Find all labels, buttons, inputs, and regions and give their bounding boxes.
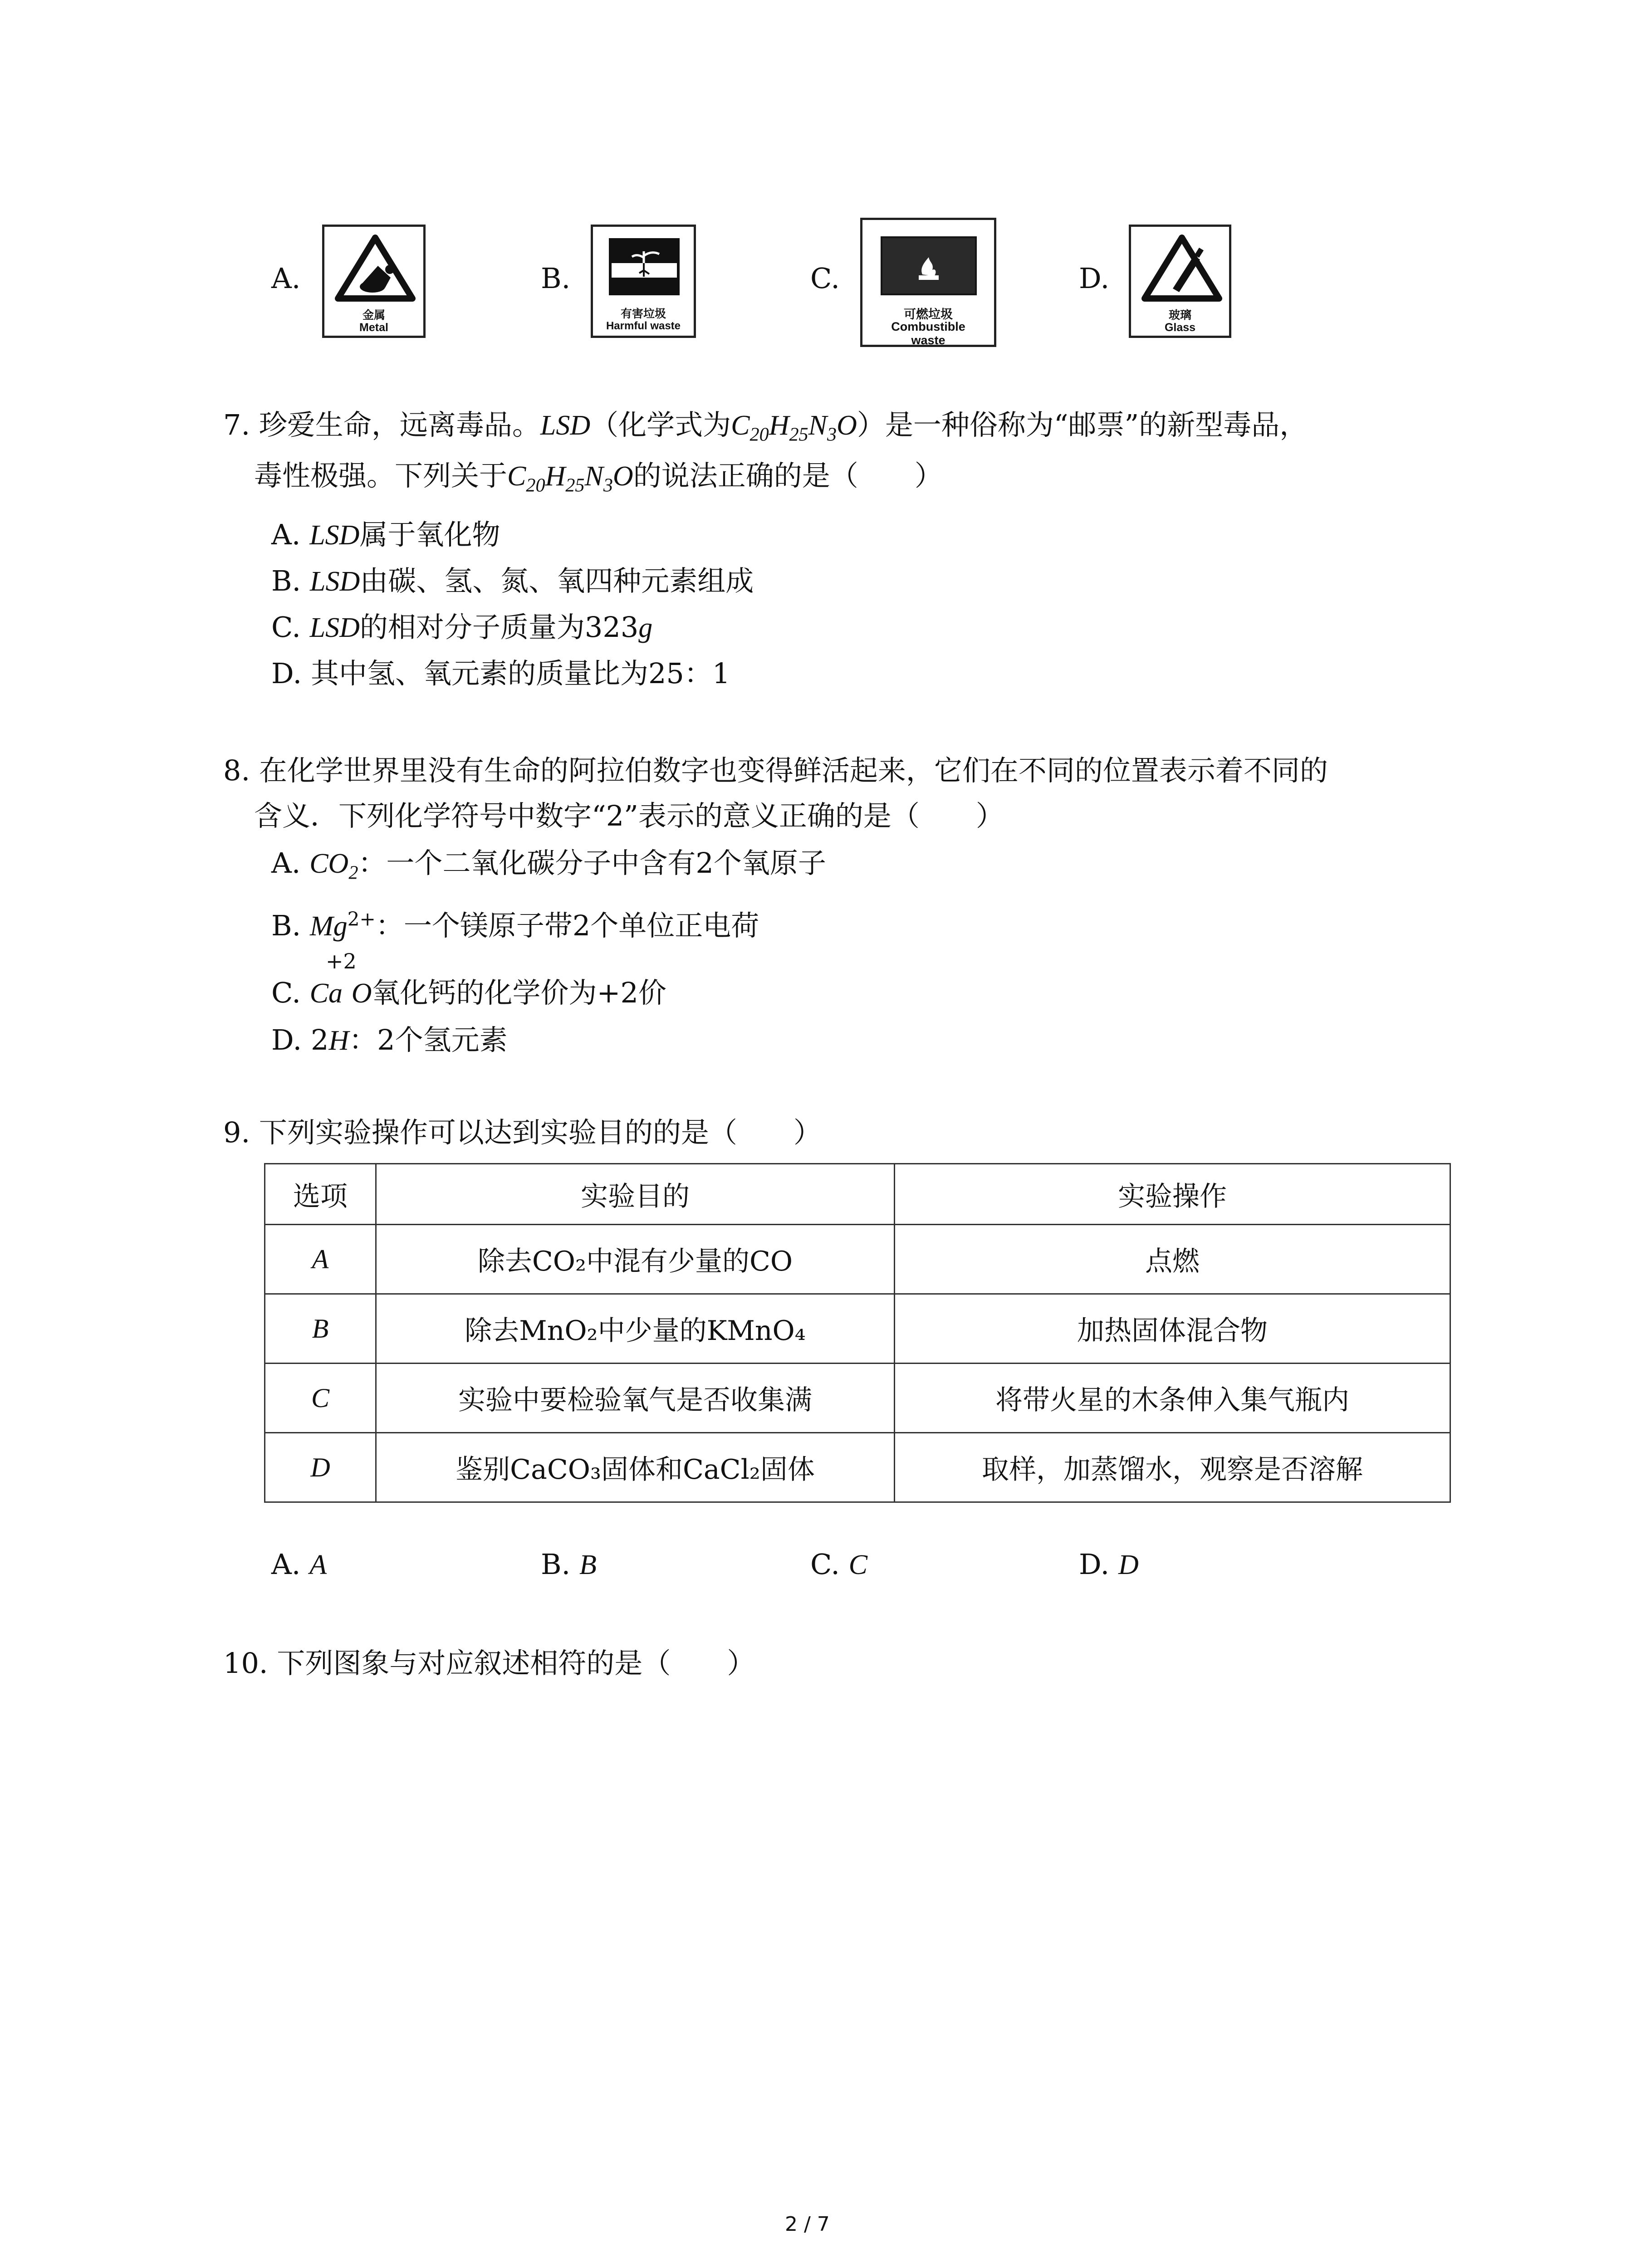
q7-option-d: D. 其中氢、氧元素的质量比为25：1 xyxy=(271,657,730,690)
sign-cn-label: 金属 xyxy=(362,308,385,322)
table-cell-key: B xyxy=(265,1294,376,1364)
table-cell-goal: 鉴别CaCO₃固体和CaCl₂固体 xyxy=(376,1433,895,1502)
q8-option-c: C. Ca O氧化钙的化学价为+2价 xyxy=(271,976,666,1009)
q8-option-c-valence: +2 xyxy=(326,949,357,973)
q9-stem: 9. 下列实验操作可以达到实验目的的是（ ） xyxy=(223,1116,822,1149)
sign-en-label: Glass xyxy=(1164,321,1196,334)
table-cell-goal: 实验中要检验氧气是否收集满 xyxy=(376,1364,895,1433)
table-cell-op: 点燃 xyxy=(895,1225,1450,1294)
q9-option-a: A. A xyxy=(271,1548,327,1581)
q7-option-c: C. LSD的相对分子质量为323g xyxy=(271,611,653,644)
page-number: 2 / 7 xyxy=(785,2213,830,2236)
table-cell-op: 加热固体混合物 xyxy=(895,1294,1450,1364)
sign-cn-label: 有害垃圾 xyxy=(620,307,666,320)
sign-cn-label: 玻璃 xyxy=(1168,308,1191,322)
q7-formula: $C_{20}H_{25}N_3O$ xyxy=(731,410,857,445)
q7-formula: $C_{20}H_{25}N_3O$ xyxy=(507,461,633,496)
q9-option-d: D. D xyxy=(1079,1548,1139,1581)
combustible-waste-sign xyxy=(860,218,996,347)
q7-stem-line-2: 毒性极强。下列关于$C_{20}H_{25}N_3O$的说法正确的是（ ） xyxy=(254,459,943,496)
q6-option-b-letter: B. xyxy=(541,262,571,295)
table-cell-op: 取样，加蒸馏水，观察是否溶解 xyxy=(895,1433,1450,1502)
sign-en-label: Metal xyxy=(359,321,388,334)
q9-option-b: B. B xyxy=(541,1548,597,1581)
recycling-triangle-icon xyxy=(1141,234,1223,302)
sign-en-label: Harmful waste xyxy=(606,320,681,332)
q8-stem-line-2: 含义．下列化学符号中数字“2”表示的意义正确的是（ ） xyxy=(254,799,1004,832)
q7-option-b: B. LSD由碳、氢、氮、氧四种元素组成 xyxy=(271,564,754,597)
q6-option-a-letter: A. xyxy=(271,262,301,295)
q7-stem-line-1: 7. 珍爱生命，远离毒品。LSD（化学式为$C_{20}H_{25}N_3O$）是一种俗称为“邮票”的新型毒品， xyxy=(223,408,1308,445)
table-header-row xyxy=(265,1164,1450,1225)
q8-option-b: B. $Mg^{2+}$：一个镁原子带2个单位正电荷 xyxy=(271,908,759,942)
table-cell-key: D xyxy=(265,1433,376,1502)
table-cell-op: 将带火星的木条伸入集气瓶内 xyxy=(895,1364,1450,1433)
table-cell-goal: 除去CO₂中混有少量的CO xyxy=(376,1225,895,1294)
sign-en-label: Combustible waste xyxy=(891,320,965,347)
q8-option-d: D. 2H：2个氢元素 xyxy=(271,1023,508,1056)
table-header: 实验目的 xyxy=(376,1164,895,1225)
table-header: 实验操作 xyxy=(895,1164,1450,1225)
table-row xyxy=(265,1294,1450,1364)
table-cell-goal: 除去MnO₂中少量的KMnO₄ xyxy=(376,1294,895,1364)
combustible-waste-icon xyxy=(881,236,977,295)
glass-recycling-sign xyxy=(1129,225,1231,338)
q6-option-d-letter: D. xyxy=(1079,262,1110,295)
harmful-waste-icon xyxy=(608,238,680,296)
table-cell-key: C xyxy=(265,1364,376,1433)
table-row xyxy=(265,1225,1450,1294)
table-cell-key: A xyxy=(265,1225,376,1294)
metal-recycling-sign xyxy=(322,225,426,338)
q9-option-c: C. C xyxy=(810,1548,868,1581)
q7-option-a: A. LSD属于氧化物 xyxy=(271,518,500,551)
experiment-table xyxy=(264,1163,1451,1503)
table-header: 选项 xyxy=(265,1164,376,1225)
question-10-stem: 10. 下列图象与对应叙述相符的是（ ） xyxy=(223,1647,755,1680)
q6-option-c-letter: C. xyxy=(810,262,840,295)
table-row xyxy=(265,1364,1450,1433)
recycling-triangle-icon xyxy=(334,234,416,302)
q8-stem-line-1: 8. 在化学世界里没有生命的阿拉伯数字也变得鲜活起来，它们在不同的位置表示着不同的 xyxy=(223,754,1328,787)
q8-option-a: A. $CO_2$：一个二氧化碳分子中含有2个氧原子 xyxy=(271,846,826,884)
harmful-waste-sign xyxy=(591,225,696,338)
sign-cn-label: 可燃垃圾 xyxy=(904,308,953,322)
table-row xyxy=(265,1433,1450,1502)
